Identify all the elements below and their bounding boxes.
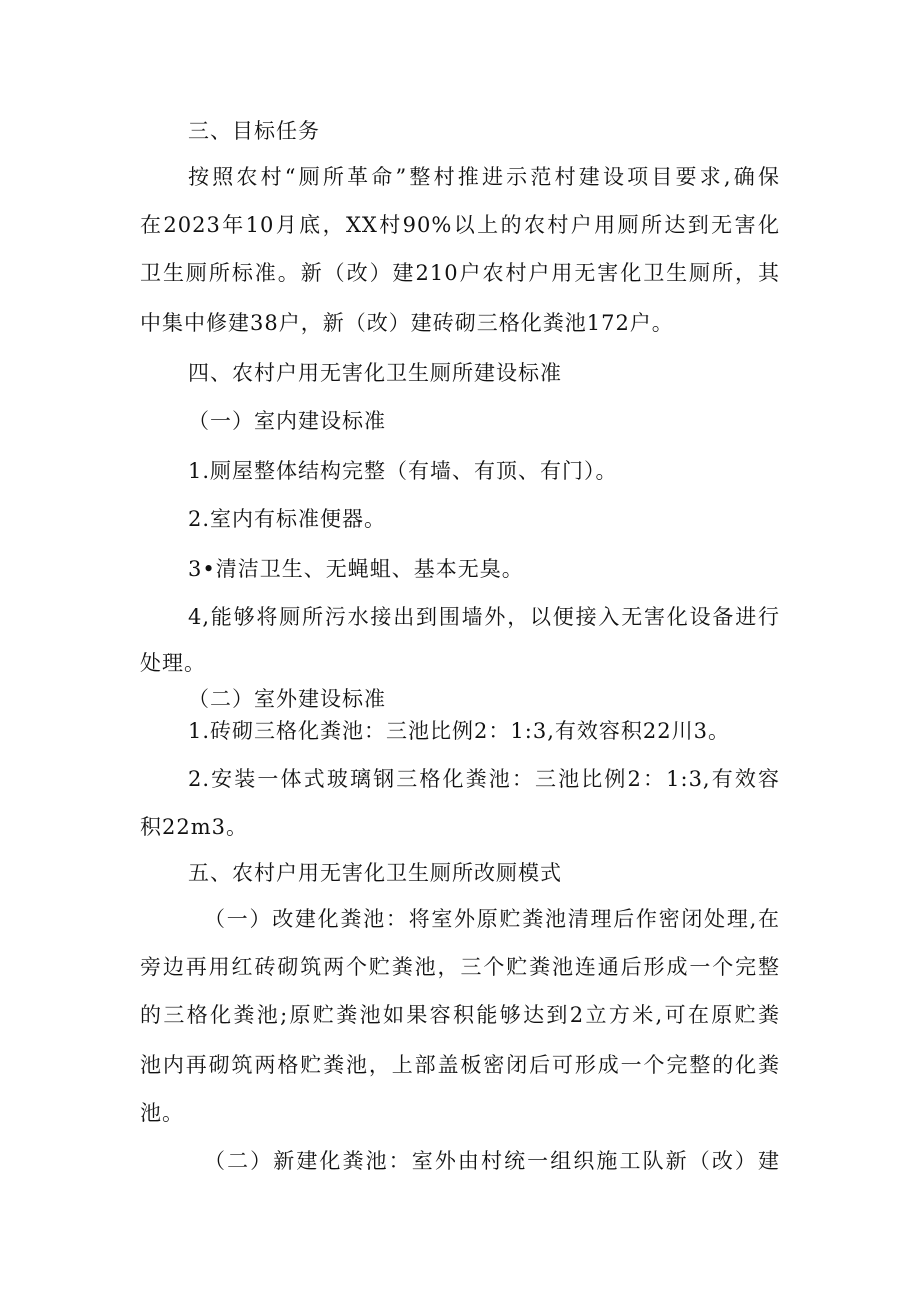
paragraph-line: 中集中修建38户，新（改）建砖砌三格化粪池172户。 bbox=[140, 311, 674, 335]
subsection-heading: （一）室内建设标准 bbox=[188, 409, 386, 433]
list-item: 1.砖砌三格化粪池：三池比例2：1:3,有效容积22川3。 bbox=[188, 719, 730, 743]
paragraph-line: 按照农村“厕所革命”整村推进示范村建设项目要求,确保 bbox=[188, 165, 780, 189]
list-item-continuation: 积22m3。 bbox=[140, 815, 248, 839]
list-item: 4,能够将厕所污水接出到围墙外，以便接入无害化设备进行 bbox=[188, 605, 780, 629]
paragraph-line: （二）新建化粪池：室外由村统一组织施工队新（改）建 bbox=[204, 1149, 780, 1173]
subsection-heading: （二）室外建设标准 bbox=[188, 687, 386, 711]
list-item-continuation: 处理。 bbox=[140, 651, 206, 675]
paragraph-line: 池内再砌筑两格贮粪池，上部盖板密闭后可形成一个完整的化粪 bbox=[140, 1053, 780, 1077]
paragraph-line: 的三格化粪池;原贮粪池如果容积能够达到2立方米,可在原贮粪 bbox=[140, 1003, 780, 1027]
section-heading-4: 四、农村户用无害化卫生厕所建设标准 bbox=[188, 361, 562, 385]
paragraph-line: 池。 bbox=[140, 1101, 184, 1125]
list-item: 3•清洁卫生、无蝇蛆、基本无臭。 bbox=[188, 557, 524, 581]
paragraph-line: 卫生厕所标准。新（改）建210户农村户用无害化卫生厕所，其 bbox=[140, 261, 780, 285]
paragraph-line: 在2023年10月底，XX村90%以上的农村户用厕所达到无害化 bbox=[140, 213, 780, 237]
section-heading-3: 三、目标任务 bbox=[188, 119, 320, 143]
paragraph-line: 旁边再用红砖砌筑两个贮粪池，三个贮粪池连通后形成一个完整 bbox=[140, 955, 780, 979]
paragraph-line: （一）改建化粪池：将室外原贮粪池清理后作密闭处理,在 bbox=[204, 907, 780, 931]
list-item: 2.室内有标准便器。 bbox=[188, 507, 387, 531]
list-item: 2.安装一体式玻璃钢三格化粪池：三池比例2：1:3,有效容 bbox=[188, 767, 780, 791]
section-heading-5: 五、农村户用无害化卫生厕所改厕模式 bbox=[188, 861, 562, 885]
list-item: 1.厕屋整体结构完整（有墙、有顶、有门）。 bbox=[188, 459, 618, 483]
